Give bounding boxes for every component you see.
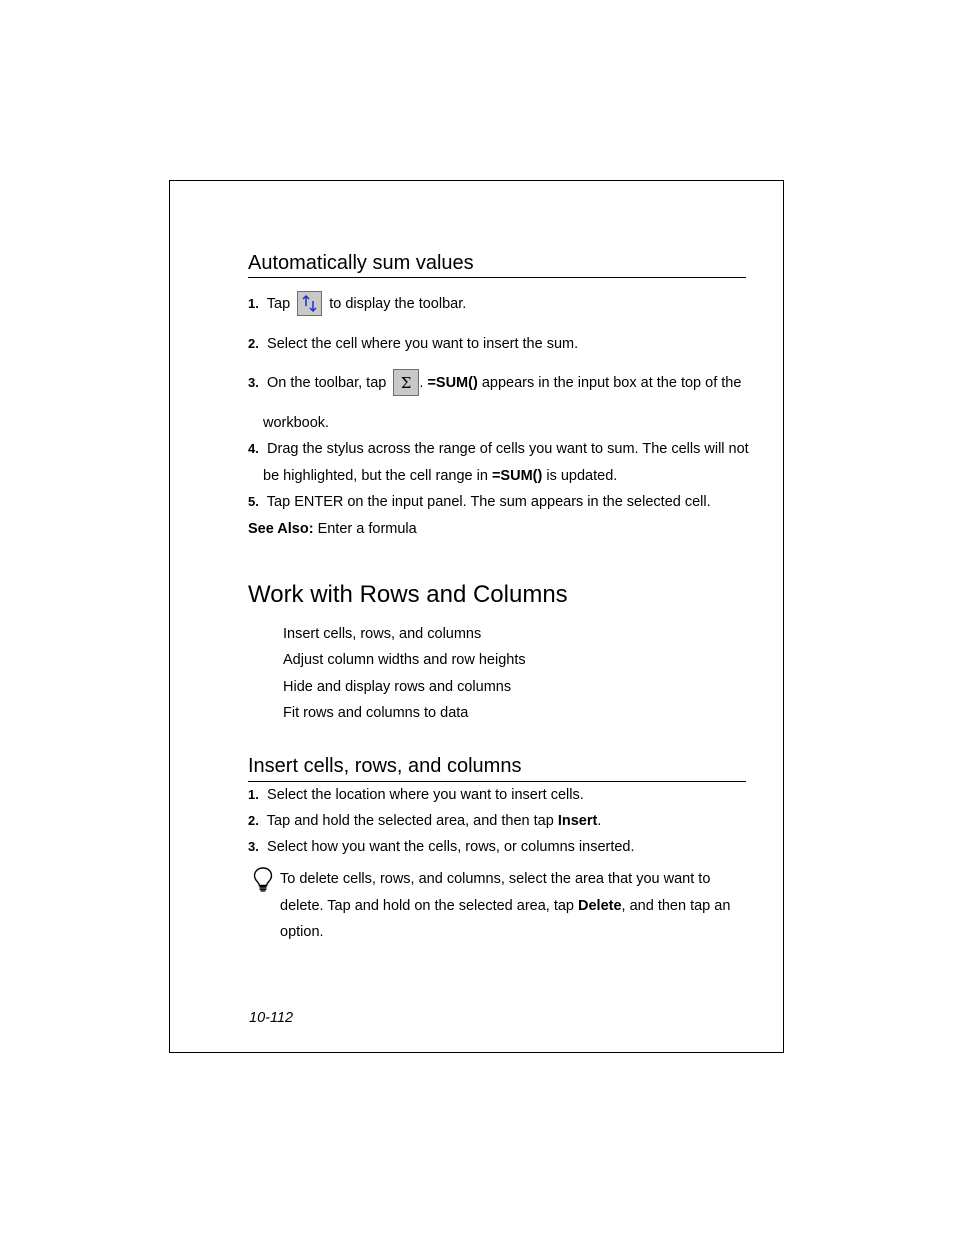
step-4-continuation: [263, 468, 617, 484]
step-text: Select how you want the cells, rows, or columns inserted.: [267, 839, 635, 855]
step-text: Tap ENTER on the input panel. The sum appears in the selected cell.: [266, 494, 711, 510]
autosum-icon[interactable]: [393, 369, 419, 396]
step-text: Tap: [266, 296, 291, 312]
step-1: [248, 291, 466, 317]
step-text: Tap and hold the selected area, and then tap: [266, 813, 558, 829]
step-text: Select the cell where you want to insert the sum.: [267, 336, 579, 352]
sum-function-text: =SUM(): [427, 375, 478, 391]
step-3-continuation: workbook.: [263, 415, 330, 431]
step-number: 1.: [248, 787, 259, 802]
topic-link[interactable]: Hide and display rows and columns: [283, 679, 512, 695]
step-text: .: [597, 813, 602, 829]
step-number: 4.: [248, 441, 259, 456]
title-rule: [248, 781, 746, 782]
step-text: Drag the stylus across the range of cells you want to sum. The cells will not: [267, 441, 749, 457]
tip-line-2: [280, 898, 730, 914]
topic-link[interactable]: Insert cells, rows, and columns: [283, 626, 482, 642]
title-rule: [248, 277, 746, 278]
see-also-label: See Also:: [248, 521, 314, 537]
step-text: is updated.: [542, 468, 618, 484]
step-text: appears in the input box at the top of the: [477, 375, 742, 391]
step-number: 3.: [248, 839, 259, 854]
step-number: 2.: [248, 336, 259, 351]
step-number: 2.: [248, 813, 259, 828]
step-number: 5.: [248, 494, 259, 509]
step-2: [248, 336, 578, 352]
step-text: On the toolbar, tap: [267, 375, 387, 391]
step-text: to display the toolbar.: [329, 296, 467, 312]
tip-line-1: To delete cells, rows, and columns, select the area that you want to: [280, 871, 711, 887]
step-text: .: [419, 375, 424, 391]
section-title-rows-columns: Work with Rows and Columns: [248, 581, 568, 608]
section-title-insert: Insert cells, rows, and columns: [248, 755, 522, 777]
step-4: [248, 441, 749, 457]
see-also: [248, 521, 417, 537]
delete-command-text: Delete: [578, 898, 622, 914]
step-text: Select the location where you want to insert cells.: [267, 787, 584, 803]
sum-function-text: =SUM(): [491, 468, 543, 484]
lightbulb-icon: [252, 866, 274, 897]
step-5: [248, 494, 711, 510]
step-3: [248, 369, 741, 397]
toolbar-toggle-icon[interactable]: [297, 291, 322, 316]
svg-text:Σ: Σ: [401, 373, 412, 392]
section-title-auto-sum: Automatically sum values: [248, 252, 474, 274]
page-number: 10-112: [249, 1010, 294, 1026]
step-1: [248, 787, 584, 803]
topic-link[interactable]: Adjust column widths and row heights: [283, 652, 526, 668]
see-also-link[interactable]: Enter a formula: [313, 521, 417, 537]
topic-link[interactable]: Fit rows and columns to data: [283, 705, 469, 721]
step-number: 1.: [248, 296, 259, 311]
step-text: be highlighted, but the cell range in: [263, 468, 492, 484]
step-2: [248, 813, 601, 829]
step-number: 3.: [248, 375, 259, 390]
tip-line-3: option.: [280, 924, 324, 940]
tip-text: delete. Tap and hold on the selected area, tap: [280, 898, 579, 914]
step-3: [248, 839, 635, 855]
tip-text: , and then tap an: [621, 898, 731, 914]
insert-command-text: Insert: [557, 813, 598, 829]
